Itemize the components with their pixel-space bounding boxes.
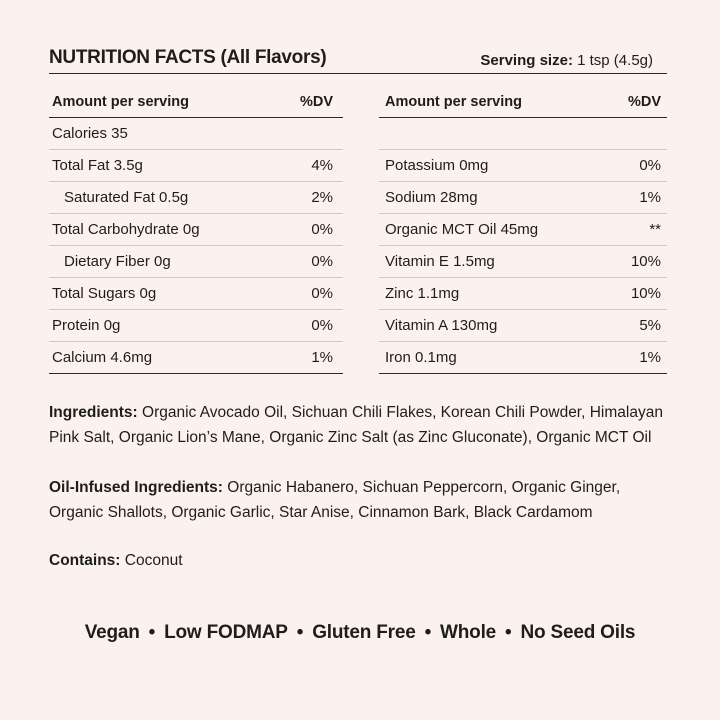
column-header-amount: Amount per serving (385, 93, 522, 110)
nutrient-dv: 0% (311, 285, 333, 302)
claim-item: Whole (440, 622, 497, 643)
table-row (379, 342, 667, 374)
column-header-dv: %DV (299, 93, 333, 110)
nutrient-name: Sodium 28mg (385, 189, 478, 206)
nutrient-name: Vitamin E 1.5mg (385, 253, 495, 270)
table-row (379, 310, 667, 342)
nutrient-tables (49, 86, 667, 374)
claim-item: Gluten Free (312, 622, 416, 643)
nutrient-dv: 10% (630, 285, 661, 302)
table-row (379, 246, 667, 278)
table-row (49, 310, 343, 342)
nutrient-dv: 0% (311, 221, 333, 238)
table-row (379, 118, 667, 150)
page-title: NUTRITION FACTS (All Flavors) (49, 47, 327, 68)
nutrient-dv: 5% (639, 317, 661, 334)
nutrient-dv: 1% (639, 349, 661, 366)
table-header (49, 86, 343, 118)
column-header-amount: Amount per serving (52, 93, 189, 110)
oil-infused-section (49, 475, 669, 525)
table-row (49, 182, 343, 214)
right-nutrient-table (379, 86, 667, 374)
table-row (49, 214, 343, 246)
nutrient-name: Iron 0.1mg (385, 349, 457, 366)
nutrient-dv: 0% (311, 253, 333, 270)
nutrient-dv: 0% (311, 317, 333, 334)
serving-size-value: 1 tsp (4.5g) (577, 52, 653, 69)
nutrient-dv: 2% (311, 189, 333, 206)
nutrient-name: Protein 0g (52, 317, 121, 334)
diet-claims (0, 622, 720, 644)
claim-item: Low FODMAP (164, 622, 288, 643)
left-nutrient-table (49, 86, 343, 374)
claim-separator: • (148, 622, 156, 643)
column-header-dv: %DV (627, 93, 661, 110)
ingredients-section (49, 400, 669, 450)
serving-size-label: Serving size: (480, 52, 573, 69)
nutrient-name: Total Sugars 0g (52, 285, 157, 302)
contains-text: Coconut (124, 552, 183, 569)
claim-item: Vegan (84, 622, 140, 643)
table-row (379, 278, 667, 310)
nutrient-name: Potassium 0mg (385, 157, 489, 174)
nutrient-name: Calcium 4.6mg (52, 349, 153, 366)
nutrient-dv: 10% (630, 253, 661, 270)
claim-separator: • (424, 622, 432, 643)
table-row (49, 150, 343, 182)
nutrient-dv: 4% (311, 157, 333, 174)
oil-infused-label: Oil-Infused Ingredients: (49, 479, 223, 496)
nutrient-dv: 0% (639, 157, 661, 174)
table-header (379, 86, 667, 118)
contains-section (49, 548, 669, 573)
table-row (49, 246, 343, 278)
serving-size (480, 52, 653, 69)
table-row (49, 342, 343, 374)
nutrient-name: Total Carbohydrate 0g (52, 221, 200, 238)
nutrient-name: Vitamin A 130mg (385, 317, 498, 334)
ingredients-label: Ingredients: (49, 404, 138, 421)
table-row (49, 278, 343, 310)
table-row (379, 182, 667, 214)
nutrient-name: Dietary Fiber 0g (64, 253, 171, 270)
table-row (49, 118, 343, 150)
oil-infused-text: Organic Habanero, Sichuan Peppercorn, Organic Ginger, Organic Shallots, Organic Garlic, Star Anise, Cinnamon Bark, Black Cardamom (49, 479, 621, 521)
nutrient-name: Organic MCT Oil 45mg (385, 221, 539, 238)
nutrient-dv: 1% (311, 349, 333, 366)
claim-item: No Seed Oils (520, 622, 636, 643)
claim-separator: • (505, 622, 512, 643)
claim-separator: • (296, 622, 304, 643)
nutrient-dv: ** (649, 221, 661, 238)
nutrient-name: Zinc 1.1mg (385, 285, 460, 302)
table-row (379, 150, 667, 182)
nutrient-name: Saturated Fat 0.5g (64, 189, 189, 206)
table-row (379, 214, 667, 246)
nutrient-dv: 1% (639, 189, 661, 206)
nutrient-name: Total Fat 3.5g (52, 157, 143, 174)
nutrient-name: Calories 35 (52, 125, 128, 142)
ingredients-text: Organic Avocado Oil, Sichuan Chili Flakes, Korean Chili Powder, Himalayan Pink Salt, Organic Lion’s Mane, Organic Zinc Salt (as Zinc Gluconate), Organic MCT Oil (49, 404, 663, 446)
contains-label: Contains: (49, 552, 121, 569)
nutrition-panel (49, 47, 667, 374)
nutrition-header (49, 47, 667, 74)
